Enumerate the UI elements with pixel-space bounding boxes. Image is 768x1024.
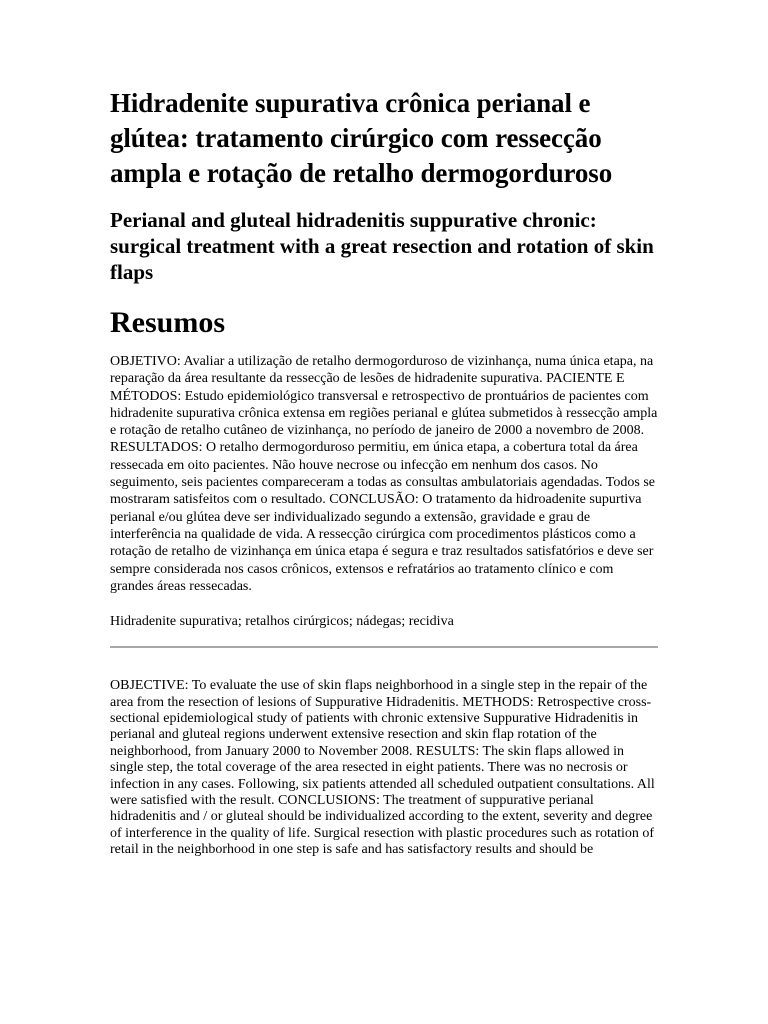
document-page xyxy=(110,86,658,859)
keywords-portuguese: Hidradenite supurativa; retalhos cirúrgicos; nádegas; recidiva xyxy=(110,614,454,630)
article-title-english: Perianal and gluteal hidradenitis suppurative chronic: surgical treatment with a great resection and rotation of skin flaps xyxy=(110,208,654,284)
abstract-portuguese: OBJETIVO: Avaliar a utilização de retalho dermogorduroso de vizinhança, numa única etapa, na reparação da área resultante da ressecção de lesões de hidradenite supurativa. PACIENTE E MÉTODOS: Estudo epidemiológico transversal e retrospectivo de prontuários de pacientes com hidradenite supurativa crônica extensa em regiões perianal e glútea submetidos à ressecção ampla e rotação de retalho cutâneo de vizinhança, no período de janeiro de 2000 a novembro de 2008. RESULTADOS: O retalho dermogorduroso permitiu, em única etapa, a cobertura total da área ressecada em oito pacientes. Não houve necrose ou infecção em nenhum dos casos. No seguimento, seis pacientes compareceram a todas as consultas ambulatoriais agendadas. Todos se mostraram satisfeitos com o resultado. CONCLUSÃO: O tratamento da hidroadenite supurtiva perianal e/ou glútea deve ser individualizado segundo a extensão, gravidade e grau de interferência na qualidade de vida. A ressecção cirúrgica com procedimentos plásticos como a rotação de retalho de vizinhança em única etapa é segura e traz resultados satisfatórios e deve ser sempre considerada nos casos crônicos, extensos e refratários ao tratamento clínico e com grandes áreas ressecadas. xyxy=(110,354,658,594)
abstract-english: OBJECTIVE: To evaluate the use of skin flaps neighborhood in a single step in the repair of the area from the resection of lesions of Suppurative Hidradenitis. METHODS: Retrospective cross-sectional epidemiological study of patients with chronic extensive Suppurative Hidradenitis in perianal and gluteal regions underwent extensive resection and skin flap rotation of the neighborhood, from January 2000 to November 2008. RESULTS: The skin flaps allowed in single step, the total coverage of the area resected in eight patients. There was no necrosis or infection in any cases. Following, six patients attended all scheduled outpatient consultations. All were satisfied with the result. CONCLUSIONS: The treatment of suppurative perianal hidradenitis and / or gluteal should be individualized according to the extent, severity and degree of interference in the quality of life. Surgical resection with plastic procedures such as rotation of retail in the neighborhood in one step is safe and has satisfactory results and should be xyxy=(110,678,655,858)
article-title-portuguese: Hidradenite supurativa crônica perianal e glútea: tratamento cirúrgico com ressecção ampla e rotação de retalho dermogorduroso xyxy=(110,88,613,188)
section-divider xyxy=(110,646,658,648)
section-heading-resumos: Resumos xyxy=(110,306,226,339)
